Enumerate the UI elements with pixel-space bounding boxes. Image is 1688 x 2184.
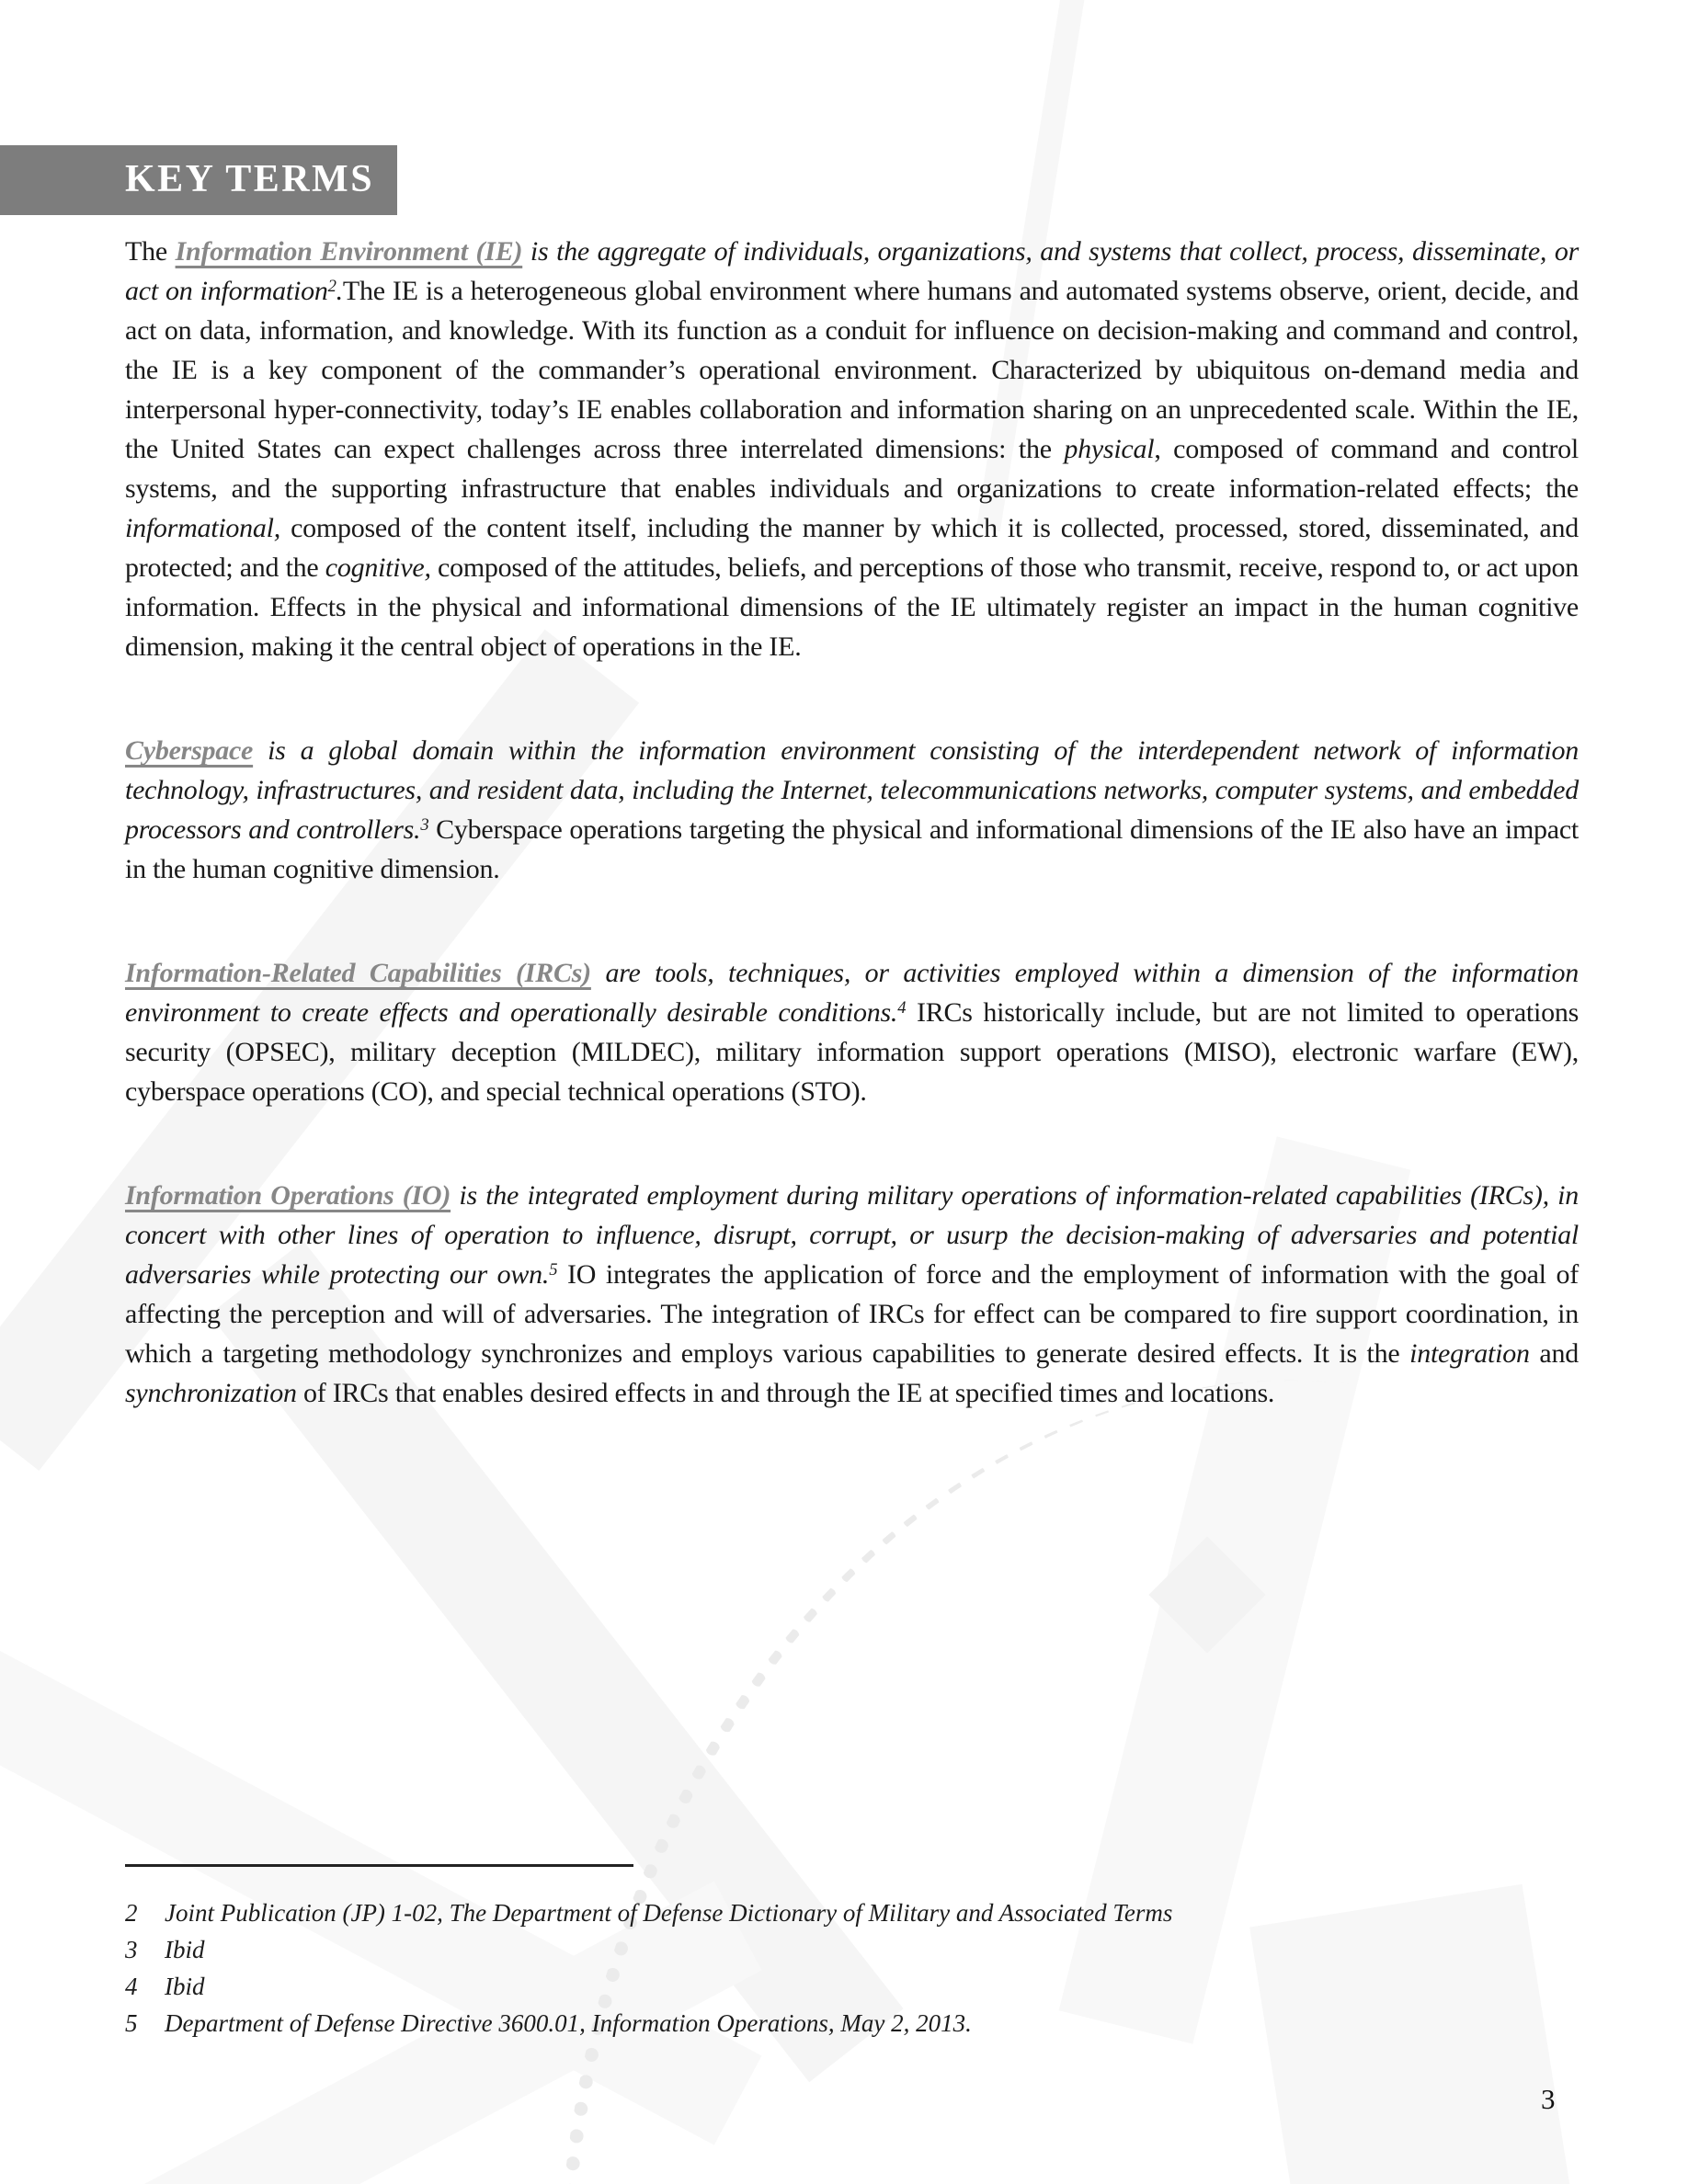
text-run: is a global domain within the information environment consisting of the interdependent network of information technology, infrastructures, and resident data, including the Internet, telecommunications networks, computer systems, and embedded processors and controllers. bbox=[125, 735, 1579, 845]
footnote-number: 2 bbox=[125, 1899, 138, 1927]
text-run: and bbox=[1529, 1338, 1579, 1369]
body-text bbox=[125, 232, 1579, 1477]
text-run: composed of the attitudes, beliefs, and perceptions of those who transmit, receive, respond to, or act upon information. Effects in the physical and informational dimensions of the IE ultimately register an impact in the human cognitive dimension, making it the central object of operations in the IE. bbox=[125, 552, 1579, 662]
footnote-marker: 3 bbox=[420, 814, 429, 835]
text-run: The bbox=[125, 236, 176, 267]
paragraph-information-operations bbox=[125, 1176, 1579, 1413]
section-title: KEY TERMS bbox=[125, 158, 375, 201]
text-run: is the aggregate of individuals, organizations, and systems that collect, process, disseminate, or act on information bbox=[125, 236, 1579, 306]
footnote-marker: 2 bbox=[327, 276, 336, 296]
text-run: integration bbox=[1409, 1338, 1530, 1369]
text-run: IO integrates the application of force and the employment of information with the goal of affecting the perception and will of adversaries. The integration of IRCs for effect can be compared to fire support coordination, in which a targeting methodology synchronizes and employs various capabilities to generate desired effects. It is the bbox=[125, 1259, 1580, 1369]
text-run: of IRCs that enables desired effects in and through the IE at specified times and locations. bbox=[296, 1378, 1275, 1408]
key-term: Information Environment (IE) bbox=[175, 236, 523, 267]
text-run: physical bbox=[1064, 434, 1155, 464]
text-run: synchronization bbox=[125, 1378, 297, 1408]
paragraph-information-related-capabilities bbox=[125, 953, 1579, 1111]
text-run: informational, bbox=[125, 513, 281, 543]
footnote bbox=[125, 1894, 1579, 1931]
footnote-text: Joint Publication (JP) 1-02, The Department of Defense Dictionary of Military and Associated Terms bbox=[165, 1899, 1173, 1927]
footnote bbox=[125, 2005, 1579, 2042]
text-run: Cyberspace operations targeting the physical and informational dimensions of the IE also have an impact in the human cognitive dimension. bbox=[125, 814, 1579, 884]
footnote-text: Ibid bbox=[165, 1936, 205, 1963]
footnote-divider bbox=[125, 1864, 633, 1867]
footnote-marker: 4 bbox=[897, 997, 907, 1018]
page-number: 3 bbox=[1541, 2083, 1556, 2115]
key-term: Information-Related Capabilities (IRCs) bbox=[125, 958, 591, 988]
footnote bbox=[125, 1968, 1579, 2005]
footnote-text: Department of Defense Directive 3600.01, Information Operations, May 2, 2013. bbox=[165, 2009, 972, 2037]
text-run: are tools, techniques, or activities employed within a dimension of the information environment to create effects and operationally desirable conditions. bbox=[125, 958, 1579, 1028]
text-run: , composed of command and control systems, and the supporting infrastructure that enables individuals and organizations to create information-related effects; the bbox=[125, 434, 1579, 504]
text-run: is the integrated employment during military operations of information-related capabilities (IRCs), in concert with other lines of operation to influence, disrupt, corrupt, or usurp the decision-making of adversaries and potential adversaries while protecting our own. bbox=[125, 1180, 1580, 1290]
text-run: . bbox=[336, 276, 343, 306]
text-run: composed of the content itself, including the manner by which it is collected, processed, stored, disseminated, and protected; and the bbox=[125, 513, 1579, 583]
footnote-number: 3 bbox=[125, 1936, 138, 1963]
section-header-banner bbox=[0, 145, 397, 215]
footnotes bbox=[125, 1864, 1579, 2042]
key-term: Cyberspace bbox=[125, 735, 254, 766]
footnote-number: 4 bbox=[125, 1973, 138, 2000]
text-run: The IE is a heterogeneous global environment where humans and automated systems observe, orient, decide, and act on data, information, and knowledge. With its function as a conduit for influence on decision-making and command and control, the IE is a key component of the commander’s operational environment. Characterized by ubiquitous on-demand media and interpersonal hyper-connectivity, today’s IE enables collaboration and information sharing on an unprecedented scale. Within the IE, the United States can expect challenges across three interrelated dimensions: the bbox=[125, 276, 1579, 464]
footnote-number: 5 bbox=[125, 2009, 138, 2037]
text-run: IRCs historically include, but are not limited to operations security (OPSEC), military deception (MILDEC), military information support operations (MISO), electronic warfare (EW), cyberspace operations (CO), and special technical operations (STO). bbox=[125, 997, 1580, 1107]
footnote-text: Ibid bbox=[165, 1973, 205, 2000]
paragraph-information-environment bbox=[125, 232, 1579, 666]
footnote bbox=[125, 1931, 1579, 1968]
footnote-marker: 5 bbox=[549, 1259, 558, 1280]
key-term: Information Operations (IO) bbox=[125, 1180, 451, 1211]
paragraph-cyberspace bbox=[125, 731, 1579, 889]
text-run: cognitive, bbox=[325, 552, 431, 583]
